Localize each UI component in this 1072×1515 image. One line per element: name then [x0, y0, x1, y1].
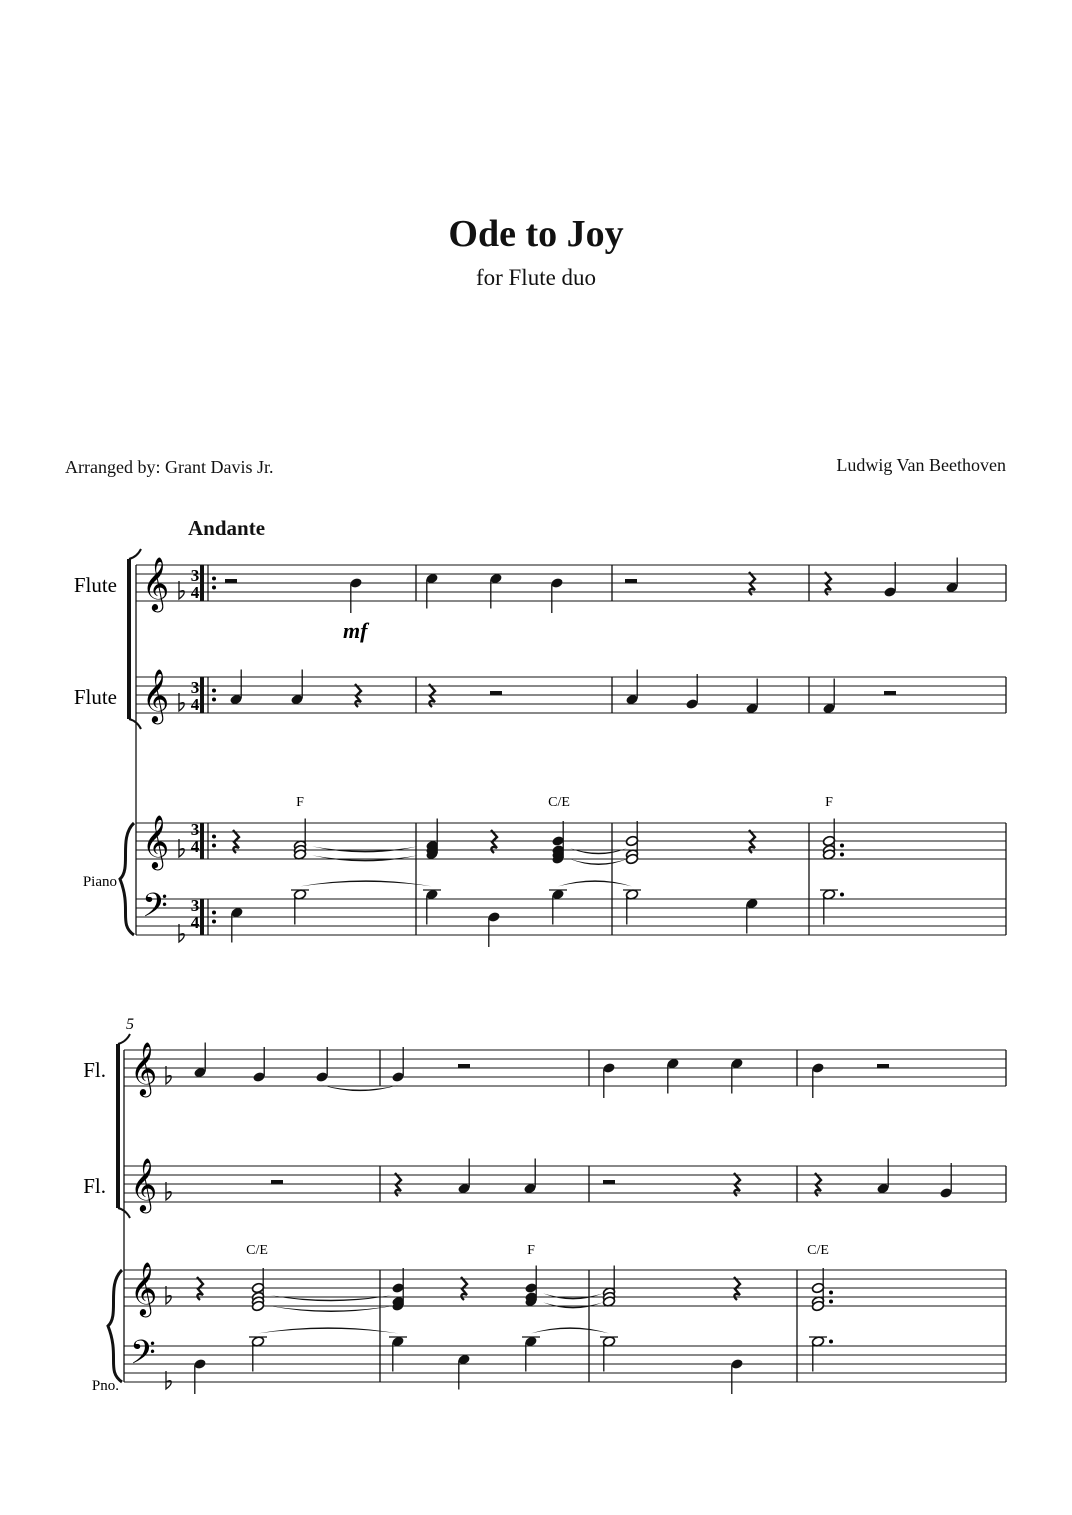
svg-text:4: 4	[190, 837, 200, 856]
augmentation-dot	[829, 1300, 833, 1304]
flat-sign	[179, 693, 184, 711]
tie	[543, 1302, 603, 1308]
chord-symbol: F	[825, 795, 833, 810]
treble-clef-icon: 𝄞	[130, 1043, 158, 1094]
repeat-dot	[212, 577, 216, 581]
flat-sign	[179, 924, 184, 942]
tie	[312, 846, 418, 852]
treble-clef-icon: 𝄞	[142, 558, 170, 609]
svg-text:3: 3	[190, 566, 200, 585]
flat-sign	[179, 839, 184, 857]
half-rest	[603, 1180, 615, 1184]
staff-label-flute-2: Flute	[73, 685, 117, 709]
augmentation-dot	[829, 1291, 833, 1295]
tie	[531, 1327, 609, 1333]
treble-clef-icon: 𝄞	[142, 670, 170, 721]
staff-label-flute-1: Flute	[73, 573, 117, 597]
repeat-dot	[212, 911, 216, 915]
repeat-dot	[212, 844, 216, 848]
svg-text:3: 3	[190, 896, 200, 915]
half-rest	[458, 1064, 470, 1068]
svg-text:3: 3	[190, 820, 200, 839]
repeat-dot	[212, 689, 216, 693]
augmentation-dot	[840, 853, 844, 857]
chord-symbol: C/E	[246, 1243, 268, 1258]
bass-clef-icon: 𝄢	[130, 1334, 156, 1379]
flat-sign	[166, 1182, 171, 1200]
flat-sign	[166, 1371, 171, 1389]
measure-number: 5	[126, 1016, 134, 1033]
half-rest	[225, 579, 237, 583]
bracket-hook	[129, 549, 141, 559]
staff-label-flute-1-short: Fl.	[83, 1058, 106, 1082]
arranger-credit: Arranged by: Grant Davis Jr.	[65, 457, 274, 477]
staff-label-piano: Piano	[82, 874, 117, 890]
treble-clef-icon: 𝄞	[130, 1159, 158, 1210]
chord-symbol: C/E	[807, 1243, 829, 1258]
flat-sign	[179, 581, 184, 599]
tie	[570, 848, 627, 854]
tie	[258, 1327, 398, 1333]
bracket-hook	[118, 1034, 130, 1044]
chord-symbol: C/E	[548, 795, 570, 810]
time-signatures	[191, 566, 200, 932]
treble-clef-icon: 𝄞	[142, 816, 170, 867]
repeat-dot	[212, 835, 216, 839]
tie	[300, 880, 432, 886]
svg-text:4: 4	[190, 695, 200, 714]
svg-text:4: 4	[190, 913, 200, 932]
score-subtitle: for Flute duo	[475, 265, 597, 290]
flat-sign	[166, 1066, 171, 1084]
score-title: Ode to Joy	[448, 213, 624, 255]
staff-label-flute-2-short: Fl.	[83, 1174, 106, 1198]
bass-clef-icon: 𝄢	[142, 887, 168, 932]
tempo-marking: Andante	[188, 516, 266, 540]
notation	[108, 549, 1006, 1394]
svg-text:3: 3	[190, 678, 200, 697]
piano-brace	[120, 823, 134, 935]
repeat-dot	[212, 698, 216, 702]
tie	[558, 880, 632, 886]
svg-text:4: 4	[190, 583, 200, 602]
chord-symbol: F	[527, 1243, 535, 1258]
augmentation-dot	[840, 893, 844, 897]
repeat-dot	[212, 586, 216, 590]
piano-brace	[108, 1270, 122, 1382]
augmentation-dot	[829, 1340, 833, 1344]
tie	[543, 1293, 603, 1299]
chord-symbol: F	[296, 795, 304, 810]
half-rest	[490, 691, 502, 695]
half-rest	[271, 1180, 283, 1184]
tie	[270, 1306, 392, 1312]
half-rest	[877, 1064, 889, 1068]
staff-label-piano-short: Pno.	[91, 1378, 119, 1394]
half-rest	[884, 691, 896, 695]
tie	[312, 855, 418, 861]
tie	[570, 859, 627, 865]
composer-credit: Ludwig Van Beethoven	[836, 455, 1006, 475]
half-rest	[625, 579, 637, 583]
treble-clef-icon: 𝄞	[130, 1263, 158, 1314]
repeat-dot	[212, 920, 216, 924]
tie	[270, 1295, 392, 1301]
augmentation-dot	[840, 844, 844, 848]
bracket-hook	[129, 719, 141, 729]
flat-sign	[166, 1286, 171, 1304]
dynamic-mf: mf	[343, 618, 368, 643]
